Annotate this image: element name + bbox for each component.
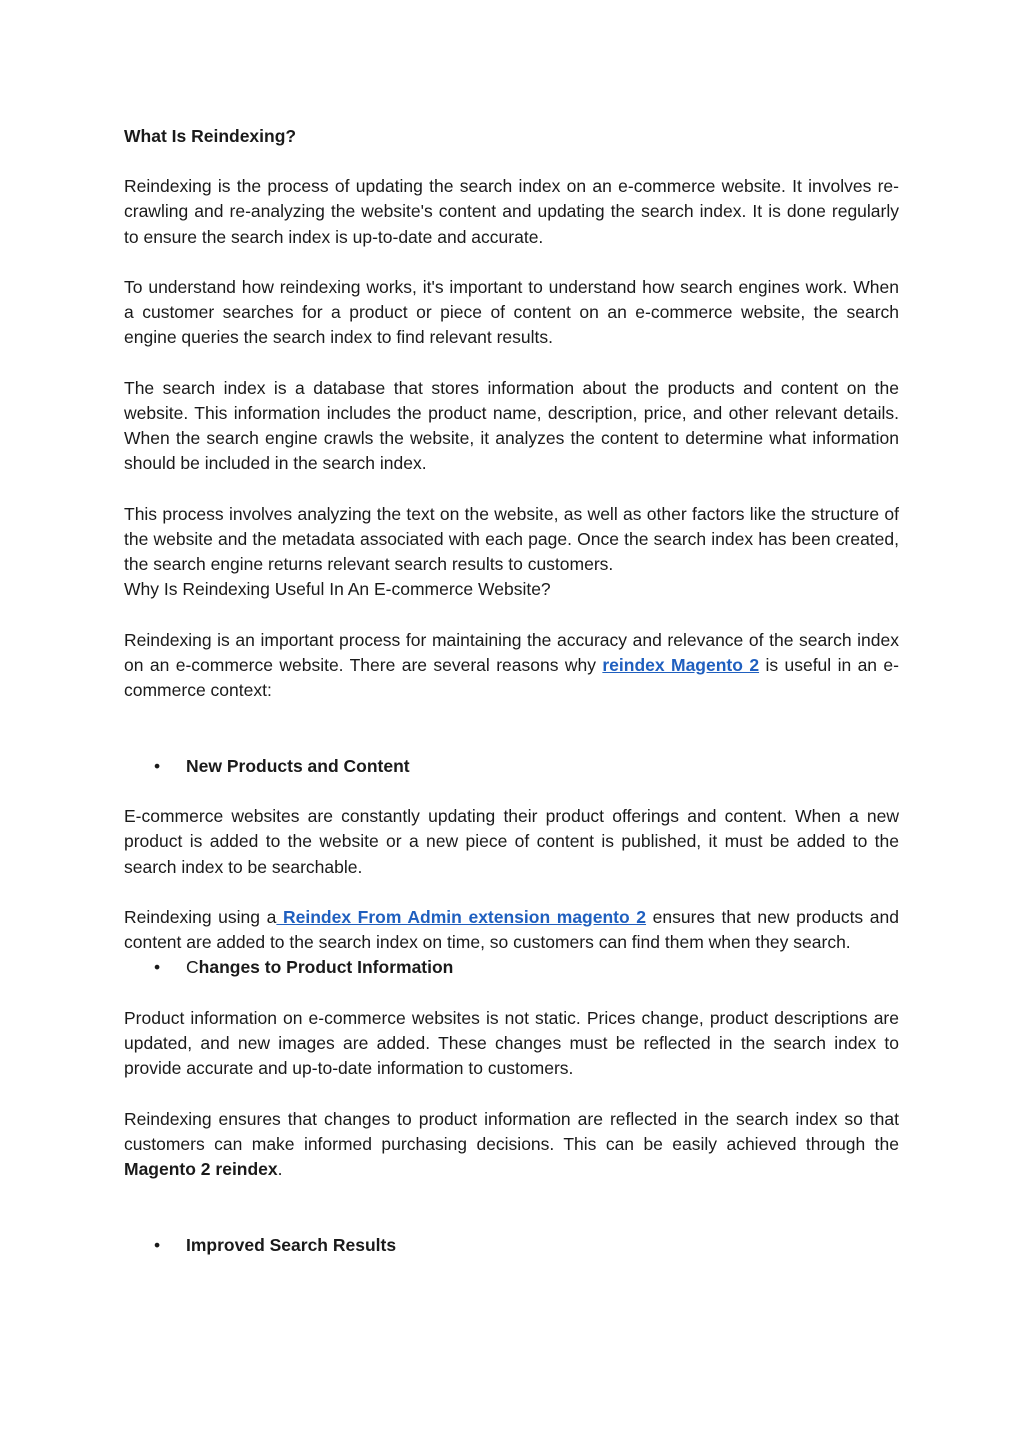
paragraph-decisions-text-end: . bbox=[277, 1158, 283, 1179]
page-title: What Is Reindexing? bbox=[124, 126, 297, 146]
bullet-product-changes bbox=[124, 955, 899, 980]
paragraph-how-it-works: To understand how reindexing works, it's important to understand how search engines work. When a customer searches for a product or piece of content on an e-commerce website, the search engine queries the search index to find relevant results. bbox=[124, 277, 899, 348]
bullet-new-products bbox=[124, 754, 899, 779]
paragraph-decisions-text: Reindexing ensures that changes to product information are reflected in the search index so that customers can make informed purchasing decisions. This can be easily achieved through the bbox=[124, 1108, 899, 1154]
paragraph-extension-text: Reindexing using a bbox=[124, 906, 277, 927]
paragraph-reasons-text: Reindexing is an important process for maintaining the accuracy and relevance of the search index on an e-commerce website. There are several reasons why bbox=[124, 629, 899, 675]
spacer bbox=[124, 729, 899, 754]
paragraph-informed-decisions bbox=[124, 1107, 899, 1183]
paragraph-intro: Reindexing is the process of updating the search index on an e-commerce website. It involves re-crawling and re-analyzing the website's content and updating the search index. It is done regularly to ensure the search index is up-to-date and accurate. bbox=[124, 176, 899, 247]
paragraph-process: This process involves analyzing the text on the website, as well as other factors like the structure of the website and the metadata associated with each page. Once the search index has been created, the search engine returns relevant search results to customers. bbox=[124, 503, 899, 575]
section-subheading: Why Is Reindexing Useful In An E-commerce Website? bbox=[124, 579, 551, 600]
document-page bbox=[124, 124, 899, 1283]
reindex-magento-link[interactable]: reindex Magento 2 bbox=[602, 655, 760, 675]
bullet-label: New Products and Content bbox=[186, 755, 410, 776]
reindex-extension-link[interactable]: Reindex From Admin extension magento 2 bbox=[276, 906, 647, 927]
bullet-improved-search bbox=[124, 1233, 899, 1258]
paragraph-product-info: Product information on e-commerce websites is not static. Prices change, product descriptions are updated, and new images are added. These changes must be reflected in the search index to provide accurate and up-to-date information to customers. bbox=[124, 1007, 899, 1079]
bullet-dot-icon: • bbox=[154, 1234, 161, 1255]
paragraph-ecommerce-updates: E-commerce websites are constantly updating their product offerings and content. When a new product is added to the website or a new piece of content is published, it must be added to the search index to be searchable. bbox=[124, 806, 899, 877]
paragraph-reindex-extension bbox=[124, 905, 899, 955]
bullet-label: Improved Search Results bbox=[186, 1234, 397, 1255]
paragraph-search-index: The search index is a database that stores information about the products and content on the website. This information includes the product name, description, price, and other relevant details. When the search engine crawls the website, it analyzes the content to determine what information should be included in the search index. bbox=[124, 377, 899, 474]
bullet-label-first-char: C bbox=[186, 957, 199, 978]
bullet-dot-icon: • bbox=[154, 755, 161, 776]
paragraph-reasons bbox=[124, 628, 899, 704]
spacer bbox=[124, 1207, 899, 1232]
paragraph-reasons-text-end: is useful in an e-commerce context: bbox=[124, 655, 899, 701]
bullet-label: hanges to Product Information bbox=[198, 957, 454, 978]
paragraph-extension-text-end: ensures that new products and content are added to the search index on time, so customers can find them when they search. bbox=[124, 906, 900, 953]
bullet-dot-icon: • bbox=[154, 957, 161, 978]
magento-reindex-bold: Magento 2 reindex bbox=[124, 1158, 278, 1179]
